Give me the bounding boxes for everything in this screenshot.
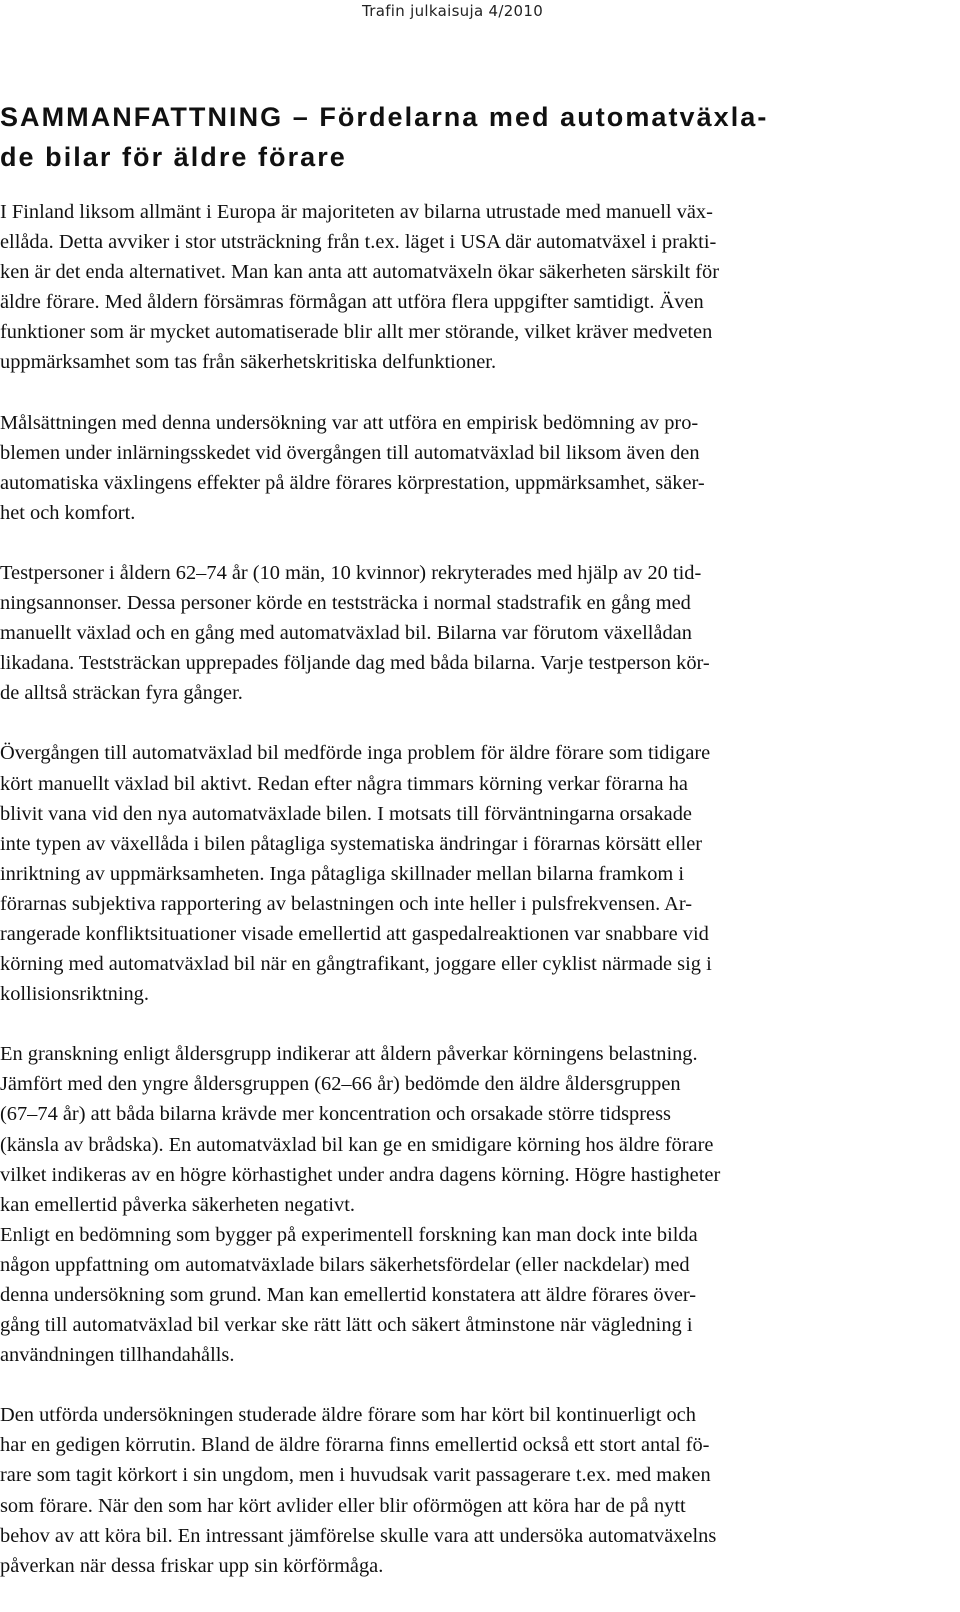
text-line: ken är det enda alternativet. Man kan anta att automatväxeln ökar säkerheten särskilt för	[0, 261, 720, 284]
text-line: Jämfört med den yngre åldersgruppen (62–66 år) bedömde den äldre åldersgruppen	[0, 1073, 681, 1096]
text-line: Målsättningen med denna undersökning var att utföra en empirisk bedömning av pro-	[0, 411, 699, 434]
text-line: funktioner som är mycket automatiserade blir allt mer störande, vilket kräver medveten	[0, 321, 713, 344]
heading-line: de bilar för äldre förare	[0, 142, 347, 172]
text-line: kan emellertid påverka säkerheten negativt.	[0, 1193, 355, 1216]
text-line: behov av att köra bil. En intressant jämförelse skulle vara att undersöka automatväxelns	[0, 1524, 717, 1547]
text-line: (67–74 år) att båda bilarna krävde mer koncentration och orsakade större tidspress	[0, 1103, 671, 1126]
text-line: manuellt växlad och en gång med automatväxlad bil. Bilarna var förutom växellådan	[0, 622, 692, 645]
summary-body	[0, 197, 960, 1581]
text-line: (känsla av brådska). En automatväxlad bil kan ge en smidigare körning hos äldre förare	[0, 1133, 714, 1156]
text-line: Testpersoner i åldern 62–74 år (10 män, 10 kvinnor) rekryterades med hjälp av 20 tid-	[0, 561, 702, 584]
text-line: Enligt en bedömning som bygger på experimentell forskning kan man dock inte bilda	[0, 1223, 698, 1246]
text-line: vilket indikeras av en högre körhastighet under andra dagens körning. Högre hastigheter	[0, 1163, 721, 1186]
text-line: gång till automatväxlad bil verkar ske rätt lätt och säkert åtminstone när vägledning i	[0, 1314, 693, 1337]
section-heading	[0, 97, 960, 177]
text-line: blemen under inlärningsskedet vid övergången till automatväxlad bil liksom även den	[0, 441, 700, 464]
text-line: körning med automatväxlad bil när en gångtrafikant, joggare eller cyklist närmade sig i	[0, 953, 712, 976]
text-line: automatiska växlingens effekter på äldre förares körprestation, uppmärksamhet, säker-	[0, 471, 705, 494]
paragraph-assessment	[0, 1220, 960, 1370]
paragraph-objective	[0, 408, 960, 528]
text-line: förarnas subjektiva rapportering av belastningen och inte heller i pulsfrekvensen. Ar-	[0, 892, 693, 915]
paragraph-results	[0, 738, 960, 1009]
text-line: inriktning av uppmärksamheten. Inga påtagliga skillnader mellan bilarna framkom i	[0, 862, 685, 885]
text-line: kört manuellt växlad bil aktivt. Redan efter några timmars körning verkar förarna ha	[0, 772, 688, 795]
paragraph-background	[0, 197, 960, 378]
text-line: någon uppfattning om automatväxlade bilars säkerhetsfördelar (eller nackdelar) med	[0, 1253, 690, 1276]
text-line: ningsannonser. Dessa personer körde en teststräcka i normal stadstrafik en gång med	[0, 592, 691, 615]
running-header: Trafin julkaisuja 4/2010	[362, 2, 544, 20]
paragraph-future-research	[0, 1400, 960, 1581]
text-line: het och komfort.	[0, 501, 136, 524]
text-line: användningen tillhandahålls.	[0, 1344, 235, 1367]
text-line: uppmärksamhet som tas från säkerhetskritiska delfunktioner.	[0, 351, 497, 374]
text-line: de alltså sträckan fyra gånger.	[0, 682, 243, 705]
text-line: likadana. Teststräckan upprepades följande dag med båda bilarna. Varje testperson kör-	[0, 652, 710, 675]
text-line: påverkan när dessa friskar upp sin körförmåga.	[0, 1554, 384, 1577]
text-line: blivit vana vid den nya automatväxlade bilen. I motsats till förväntningarna orsakade	[0, 802, 692, 825]
text-line: äldre förare. Med åldern försämras förmågan att utföra flera uppgifter samtidigt. Även	[0, 291, 704, 314]
text-line: rangerade konfliktsituationer visade emellertid att gaspedalreaktionen var snabbare vid	[0, 922, 709, 945]
text-line: har en gedigen körrutin. Bland de äldre förarna finns emellertid också ett stort antal fö-	[0, 1434, 710, 1457]
paragraph-age-groups	[0, 1039, 960, 1220]
text-line: En granskning enligt åldersgrupp indikerar att åldern påverkar körningens belastning.	[0, 1043, 698, 1066]
heading-line: SAMMANFATTNING – Fördelarna med automatväxla-	[0, 102, 769, 132]
text-line: ellåda. Detta avviker i stor utsträckning från t.ex. läget i USA där automatväxel i prakti-	[0, 231, 717, 254]
text-line: som förare. När den som har kört avlider eller blir oförmögen att köra har de på nytt	[0, 1494, 686, 1517]
text-line: Övergången till automatväxlad bil medförde inga problem för äldre förare som tidigare	[0, 742, 711, 765]
text-line: Den utförda undersökningen studerade äldre förare som har kört bil kontinuerligt och	[0, 1404, 696, 1427]
text-line: rare som tagit körkort i sin ungdom, men i huvudsak varit passagerare t.ex. med maken	[0, 1464, 711, 1487]
text-line: I Finland liksom allmänt i Europa är majoriteten av bilarna utrustade med manuell väx-	[0, 201, 713, 223]
text-line: inte typen av växellåda i bilen påtagliga systematiska ändringar i förarnas körsätt eller	[0, 832, 703, 855]
text-line: denna undersökning som grund. Man kan emellertid konstatera att äldre förares över-	[0, 1284, 697, 1306]
paragraph-method	[0, 558, 960, 708]
text-line: kollisionsriktning.	[0, 983, 149, 1006]
